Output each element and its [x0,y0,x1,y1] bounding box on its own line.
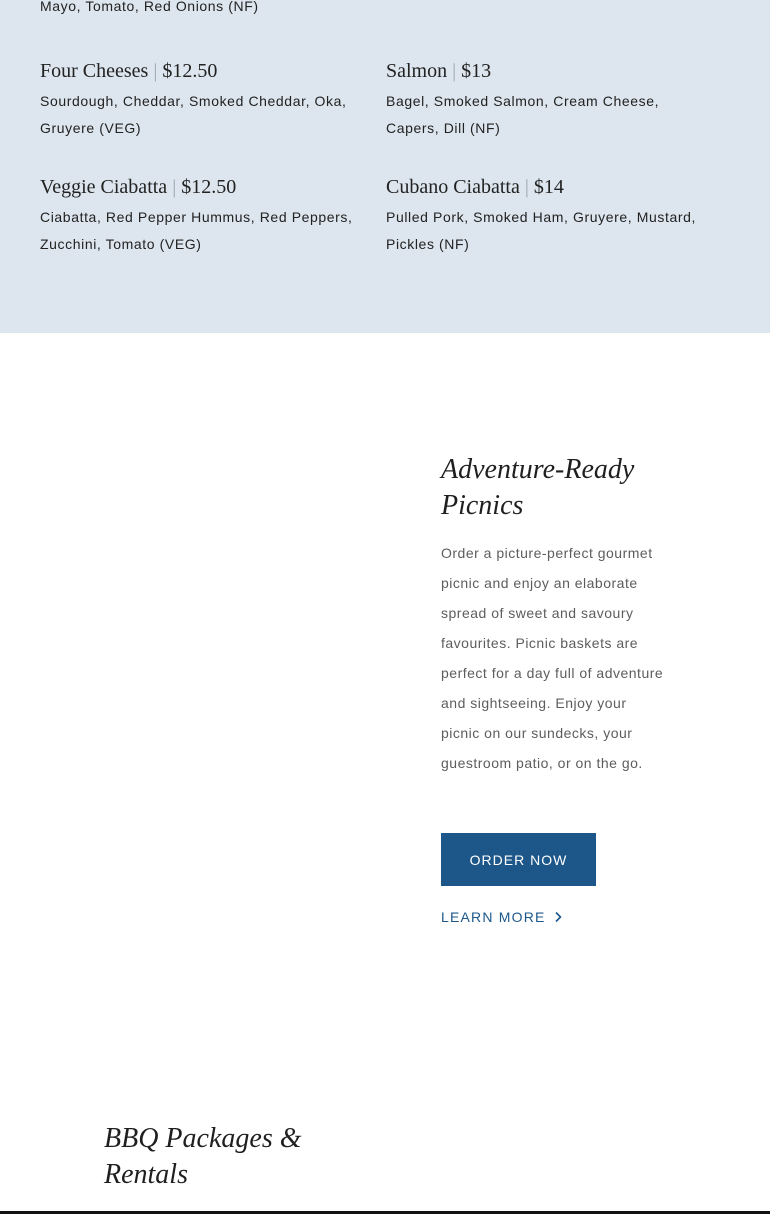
menu-item-title [40,61,370,81]
menu-item-description-partial: Mayo, Tomato, Red Onions (NF) [40,0,259,14]
menu-item-title [386,177,716,197]
bbq-heading: BBQ Packages & Rentals [104,1123,302,1190]
menu-item-description: Pulled Pork, Smoked Ham, Gruyere, Mustard, Pickles (NF) [386,209,696,252]
learn-more-label: LEARN MORE [441,909,546,925]
menu-item-name: Salmon [386,60,448,82]
menu-item-veggie-ciabatta [40,177,370,258]
picnic-heading: Adventure-Ready Picnics [441,454,635,521]
menu-item-description: Ciabatta, Red Pepper Hummus, Red Peppers, Zucchini, Tomato (VEG) [40,209,353,252]
menu-item-salmon [386,61,716,142]
menu-item-separator: | [524,176,529,198]
menu-item-description: Sourdough, Cheddar, Smoked Cheddar, Oka, Gruyere (VEG) [40,93,347,136]
menu-item-name: Cubano Ciabatta [386,176,520,198]
learn-more-link[interactable] [441,906,562,928]
order-now-button[interactable]: ORDER NOW [441,833,596,886]
picnic-description: Order a picture-perfect gourmet picnic and enjoy an elaborate spread of sweet and savoury favourites. Picnic baskets are perfect for a day full of adventure and sightseeing. Enjoy your picnic on our sundecks, your guestroom patio, or on the go. [441,545,664,771]
menu-item-separator: | [452,60,457,82]
menu-item-title [40,177,370,197]
menu-item-price: $12.50 [162,60,218,82]
menu-item-price: $12.50 [181,176,237,198]
menu-item-separator: | [172,176,177,198]
menu-item-four-cheeses [40,61,370,142]
menu-item-price: $13 [461,60,492,82]
menu-item-title [386,61,716,81]
chevron-right-icon [554,911,562,923]
menu-section [0,0,770,333]
menu-item-name: Four Cheeses [40,60,149,82]
menu-item-description: Bagel, Smoked Salmon, Cream Cheese, Capers, Dill (NF) [386,93,660,136]
menu-item-price: $14 [533,176,564,198]
menu-item-separator: | [153,60,158,82]
menu-item-name: Veggie Ciabatta [40,176,168,198]
menu-item-cubano-ciabatta [386,177,716,258]
